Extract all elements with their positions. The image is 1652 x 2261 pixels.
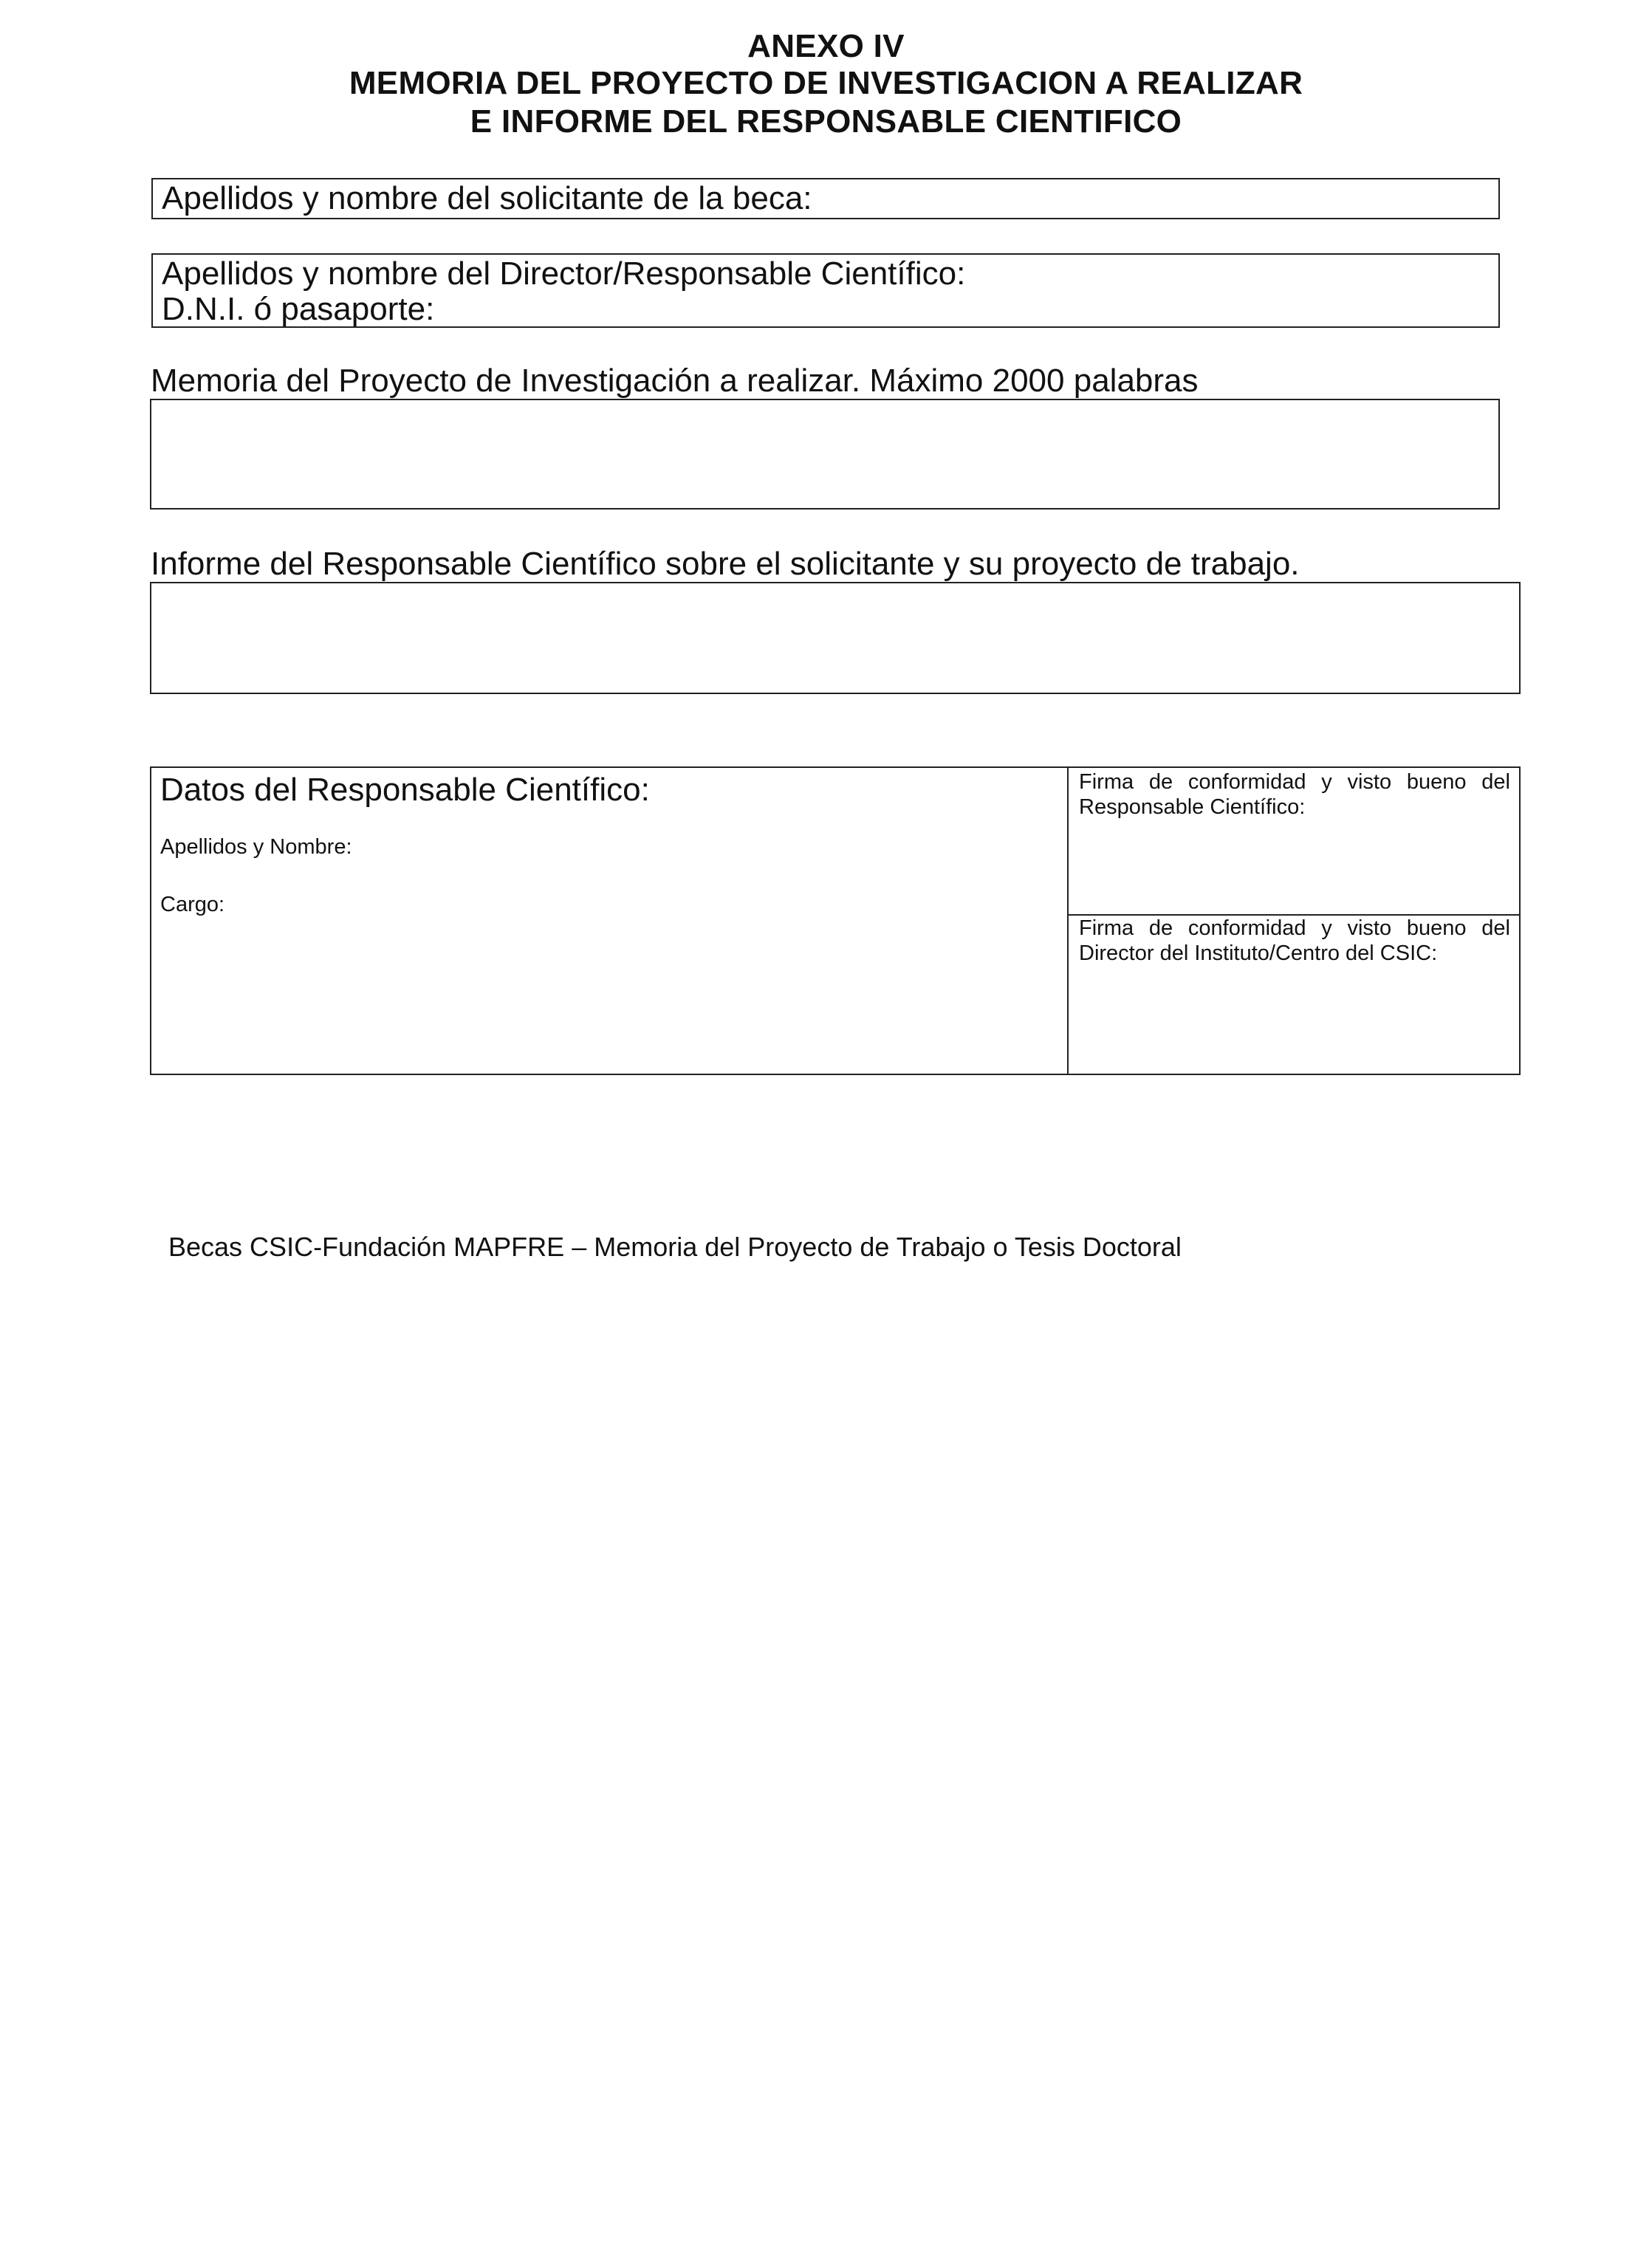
informe-title: Informe del Responsable Científico sobre el solicitante y su proyecto de trabajo. [151,546,1300,582]
cargo-label: Cargo: [160,893,225,916]
director-name-label: Apellidos y nombre del Director/Responsable Científico: [162,255,966,292]
document-title: MEMORIA DEL PROYECTO DE INVESTIGACION A REALIZAR [349,65,1303,101]
director-signature-cell[interactable] [1069,916,1519,1074]
responsable-data-title: Datos del Responsable Científico: [160,772,650,808]
informe-textarea[interactable] [150,582,1521,694]
responsable-signature-label: Firma de conformidad y visto bueno del Responsable Científico: [1079,770,1510,819]
memoria-title: Memoria del Proyecto de Investigación a realizar. Máximo 2000 palabras [151,363,1199,399]
director-signature-label: Firma de conformidad y visto bueno del Director del Instituto/Centro del CSIC: [1079,916,1510,965]
responsable-data-table [150,766,1521,1075]
memoria-textarea[interactable] [150,399,1500,510]
applicant-name-field[interactable] [151,178,1500,219]
footer-text: Becas CSIC-Fundación MAPFRE – Memoria del Proyecto de Trabajo o Tesis Doctoral [168,1232,1182,1262]
responsable-name-label: Apellidos y Nombre: [160,835,352,859]
annex-title: ANEXO IV [747,28,905,64]
responsable-signature-cell[interactable] [1069,768,1519,914]
director-field[interactable] [151,253,1500,328]
dni-label: D.N.I. ó pasaporte: [162,291,435,327]
applicant-name-label: Apellidos y nombre del solicitante de la beca: [162,180,812,216]
document-subtitle: E INFORME DEL RESPONSABLE CIENTIFICO [470,103,1182,140]
